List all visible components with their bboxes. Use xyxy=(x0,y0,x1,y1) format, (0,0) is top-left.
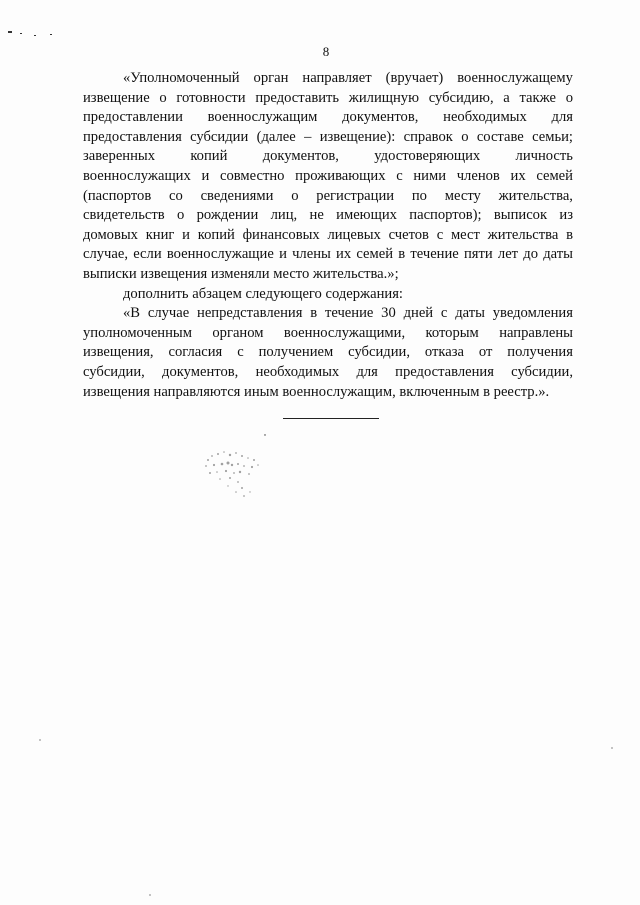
word: из xyxy=(559,207,573,224)
text-line xyxy=(83,343,573,363)
word: уведомления xyxy=(492,305,573,322)
word: получения xyxy=(507,344,573,361)
text-line xyxy=(83,69,573,89)
word: финансовых xyxy=(242,226,320,243)
word: и xyxy=(201,167,210,184)
word: в xyxy=(566,226,573,243)
text-line-last: выписки извещения изменяли место жительства.»; xyxy=(83,265,399,282)
word: субсидии, xyxy=(511,363,573,380)
paragraph-non-submission xyxy=(83,304,573,402)
word: выписок xyxy=(493,207,548,224)
word: семьи; xyxy=(532,128,573,145)
word: жилищную xyxy=(348,89,419,106)
word: домовых xyxy=(83,226,138,243)
word: паспортов); xyxy=(409,207,482,224)
word: также xyxy=(519,89,556,106)
word: с xyxy=(436,226,444,243)
word: копий xyxy=(190,148,228,165)
word: направляет xyxy=(302,70,372,86)
word: счетов xyxy=(388,226,429,243)
word: мест xyxy=(450,226,480,243)
word: извещения, xyxy=(83,344,154,361)
word: согласия xyxy=(168,344,223,361)
page-number: 8 xyxy=(322,44,330,59)
text-line xyxy=(83,304,573,324)
word: семей xyxy=(536,167,573,184)
word: членов xyxy=(456,167,500,184)
word: (паспортов xyxy=(83,187,152,204)
word: субсидии, xyxy=(348,344,410,361)
word: с xyxy=(440,305,448,322)
document-body xyxy=(83,69,573,402)
text-line xyxy=(83,324,573,344)
word: готовности xyxy=(176,89,246,106)
word: пяти xyxy=(463,246,493,263)
word: их xyxy=(510,167,526,184)
word: семей xyxy=(356,246,394,263)
word: проживающих xyxy=(295,167,386,184)
text-line xyxy=(83,128,573,148)
word: течение xyxy=(410,246,459,263)
word: (далее xyxy=(256,128,296,145)
word: члены xyxy=(292,246,331,263)
word: о xyxy=(461,128,469,145)
word: справок xyxy=(403,128,453,145)
word: извещение xyxy=(83,89,150,106)
word: извещение): xyxy=(319,128,396,145)
text-line xyxy=(83,245,573,265)
text-line xyxy=(83,108,573,128)
word: лиц, xyxy=(270,207,298,224)
word: в xyxy=(310,305,318,322)
word: ними xyxy=(413,167,447,184)
word: предоставления xyxy=(395,363,494,380)
word: даты xyxy=(455,305,485,322)
word: книг xyxy=(145,226,175,243)
word: (вручает) xyxy=(385,70,444,86)
text-line xyxy=(83,89,573,109)
word: регистрации xyxy=(316,187,395,204)
word: случае xyxy=(147,305,190,322)
word: 30 xyxy=(381,305,396,322)
word: «В xyxy=(123,305,141,322)
word: и xyxy=(279,246,287,263)
word: субсидии xyxy=(190,128,249,145)
word: военнослужащему xyxy=(457,70,573,86)
word: предоставления xyxy=(83,128,182,145)
word: направлены xyxy=(499,324,573,341)
word: лицевых xyxy=(327,226,381,243)
text-line xyxy=(83,147,573,167)
word: органом xyxy=(212,324,264,341)
word: а xyxy=(503,89,510,106)
text-line xyxy=(83,206,573,226)
word: составе xyxy=(476,128,524,145)
word: военнослужащих xyxy=(83,167,191,184)
word: для xyxy=(356,363,378,380)
word: документов, xyxy=(162,363,239,380)
word: о xyxy=(159,89,167,106)
word: дней xyxy=(403,305,434,322)
word: не xyxy=(309,207,324,224)
word: со xyxy=(169,187,183,204)
word: военнослужащие xyxy=(166,246,274,263)
word: получением xyxy=(258,344,334,361)
word: необходимых xyxy=(443,109,527,126)
word: – xyxy=(304,128,312,145)
word: военнослужащим xyxy=(207,109,318,126)
word: о xyxy=(291,187,299,204)
word: даты xyxy=(543,246,573,263)
word: свидетельств xyxy=(83,207,165,224)
word: предоставить xyxy=(255,89,340,106)
paragraph-amendment-intro: дополнить абзацем следующего содержания: xyxy=(123,285,403,302)
word: орган xyxy=(253,70,289,86)
faint-stamp-mark xyxy=(200,446,266,502)
word: субсидии, xyxy=(83,363,145,380)
word: с xyxy=(396,167,403,184)
word: субсидию, xyxy=(428,89,494,106)
word: жительства, xyxy=(498,187,573,204)
text-line xyxy=(83,187,573,207)
word: лет xyxy=(497,246,519,263)
word: с xyxy=(237,344,244,361)
word: непредставления xyxy=(197,305,303,322)
word: документов, xyxy=(262,148,339,165)
word: совместно xyxy=(219,167,285,184)
paragraph-subsidy-notice xyxy=(83,69,573,285)
end-separator-line xyxy=(283,418,379,419)
text-line xyxy=(83,363,573,383)
word: необходимых xyxy=(255,363,340,380)
word: предоставлении xyxy=(83,109,183,126)
word: рождении xyxy=(196,207,259,224)
word: личность xyxy=(515,148,573,165)
word: о xyxy=(176,207,185,224)
word: сведениями xyxy=(200,187,274,204)
word: военнослужащими, xyxy=(283,324,406,341)
word: по xyxy=(411,187,427,204)
word: жительства xyxy=(487,226,559,243)
text-line xyxy=(83,226,573,246)
text-line-last: извещения направляются иным военнослужащим, включенным в реестр.». xyxy=(83,383,550,400)
word: если xyxy=(133,246,162,263)
word: случае, xyxy=(83,246,128,263)
word: до xyxy=(523,246,539,263)
word: для xyxy=(551,109,573,126)
word: заверенных xyxy=(83,148,156,165)
word: копий xyxy=(197,226,235,243)
word: уполномоченным xyxy=(83,324,192,341)
word: в xyxy=(398,246,406,263)
word: от xyxy=(478,344,493,361)
word: отказа xyxy=(424,344,464,361)
word: о xyxy=(565,89,573,106)
word: их xyxy=(336,246,352,263)
word: течение xyxy=(324,305,374,322)
word: имеющих xyxy=(336,207,397,224)
text-line xyxy=(83,167,573,187)
word: месту xyxy=(444,187,481,204)
word: удостоверяющих xyxy=(374,148,481,165)
word: которым xyxy=(425,324,479,341)
word: «Уполномоченный xyxy=(123,70,240,86)
word: и xyxy=(182,226,190,243)
word: документов, xyxy=(342,109,419,126)
